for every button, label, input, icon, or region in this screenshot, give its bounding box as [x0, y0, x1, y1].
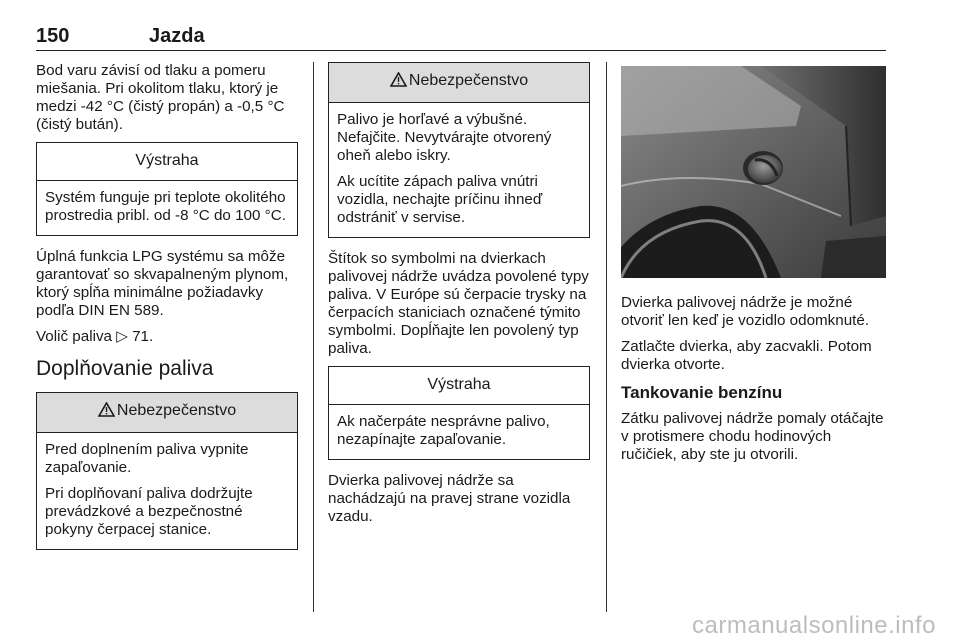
section-heading: Doplňovanie paliva	[36, 357, 214, 380]
notice-box	[328, 366, 590, 460]
danger-title: Nebezpečenstvo	[116, 402, 237, 419]
page-number: 150	[36, 25, 70, 47]
danger-box	[328, 62, 590, 238]
notice-text: Ak načerpáte nesprávne palivo, nezapínajte zapaľovanie.	[337, 413, 550, 448]
notice-title: Výstraha	[329, 367, 589, 405]
notice-title: Výstraha	[37, 143, 297, 181]
unlock-paragraph: Dvierka palivovej nádrže je možné otvoriť len keď je vozidlo odomknuté.	[621, 294, 870, 329]
danger-text: Palivo je horľavé a výbušné. Nefajčite. Nevytvárajte otvorený oheň alebo iskry.	[337, 111, 552, 164]
column-right	[621, 62, 886, 472]
lpg-paragraph: Úplná funkcia LPG systému sa môže garantovať so skvapalneným plynom, ktorý spĺňa minimálne požiadavky podľa DIN EN 589.	[36, 248, 289, 319]
column-middle	[328, 62, 590, 534]
fuel-door-location-paragraph: Dvierka palivovej nádrže sa nachádzajú na pravej strane vozidla vzadu.	[328, 472, 571, 525]
fuel-selector-reference: Volič paliva ▷ 71.	[36, 328, 154, 345]
danger-box	[36, 392, 298, 550]
danger-title: Nebezpečenstvo	[408, 72, 529, 89]
watermark: carmanualsonline.info	[692, 612, 936, 639]
column-divider	[313, 62, 314, 612]
fuel-label-paragraph: Štítok so symbolmi na dvierkach palivovej nádrže uvádza povolené typy paliva. V Európe sú čerpacie trysky na čerpacích staniciach označené týmito symbolmi. Dopĺňajte len povolený typ paliva.	[328, 250, 589, 357]
subsection-heading: Tankovanie benzínu	[621, 383, 783, 402]
intro-paragraph: Bod varu závisí od tlaku a pomeru miešania. Pri okolitom tlaku, ktorý je medzi -42 °C (čistý propán) a -0,5 °C (čistý bután).	[36, 62, 285, 133]
warning-triangle-icon	[98, 402, 115, 423]
danger-text: Pred doplnením paliva vypnite zapaľovanie.	[45, 441, 249, 476]
page-header	[36, 24, 886, 51]
notice-box	[36, 142, 298, 236]
notice-text: Systém funguje pri teplote okolitého prostredia pribl. od -8 °C do 100 °C.	[45, 189, 286, 224]
section-title: Jazda	[149, 25, 205, 47]
fuel-door-photo	[621, 66, 886, 278]
column-left	[36, 62, 298, 562]
warning-triangle-icon	[390, 72, 407, 93]
danger-text: Ak ucítite zápach paliva vnútri vozidla, nechajte príčinu ihneď odstrániť v servise.	[337, 173, 543, 226]
fuel-cap-paragraph: Zátku palivovej nádrže pomaly otáčajte v protismere chodu hodinových ručičiek, aby ste ju otvorili.	[621, 410, 884, 463]
danger-text: Pri doplňovaní paliva dodržujte prevádzkové a bezpečnostné pokyny čerpacej stanice.	[45, 485, 253, 538]
column-divider	[606, 62, 607, 612]
push-door-paragraph: Zatlačte dvierka, aby zacvakli. Potom dvierka otvorte.	[621, 338, 872, 373]
